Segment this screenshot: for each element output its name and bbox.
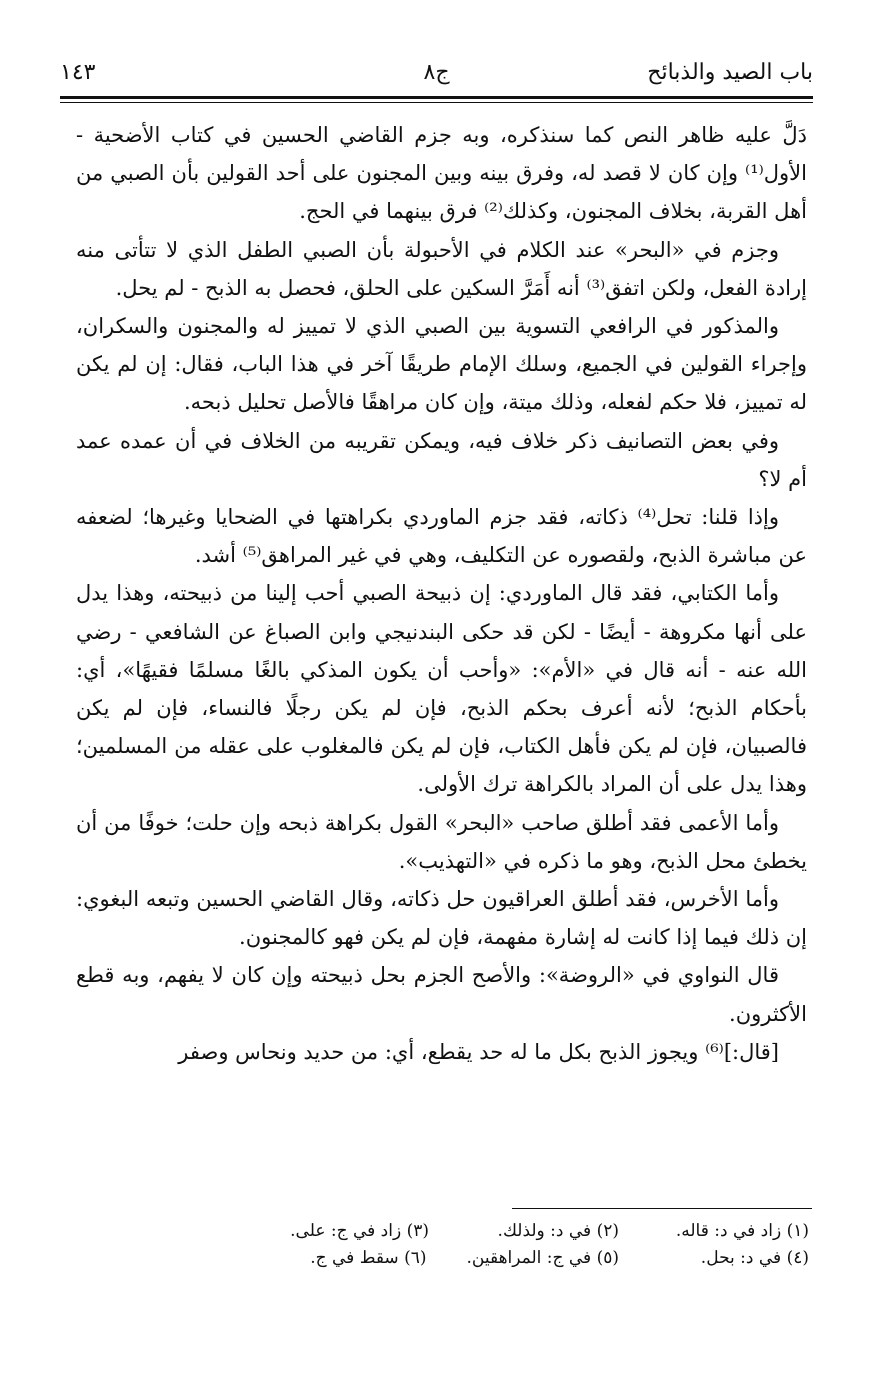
footnotes <box>169 1218 809 1272</box>
volume-label: ج٨ <box>423 60 450 85</box>
footnote-row <box>169 1218 809 1245</box>
footnote-row <box>169 1245 809 1272</box>
paragraph: [قال:]⁽⁶⁾ ويجوز الذبح بكل ما له حد يقطع، أي: من حديد ونحاس وصفر <box>178 1039 779 1064</box>
paragraph: وأما الأخرس، فقد أطلق العراقيون حل ذكاته، وقال القاضي الحسين وتبعه البغوي: إن ذلك فيما إذا كانت له إشارة مفهمة، فإن لم يكن فهو كالمجنون. <box>76 887 807 950</box>
header-rule-thin <box>60 102 813 103</box>
paragraph: وجزم في «البحر» عند الكلام في الأحبولة بأن الصبي الطفل الذي لا تتأتى منه إرادة الفعل، ولكن اتفق⁽³⁾ أنه أَمَرَّ السكين على الحلق، فحصل به الذبح - لم يحل. <box>76 237 807 300</box>
footnote: (٦) سقط في ج. <box>310 1248 427 1268</box>
paragraph: دَلَّ عليه ظاهر النص كما سنذكره، وبه جزم القاضي الحسين في كتاب الأضحية - الأول⁽¹⁾ وإن كان لا قصد له، وفرق بينه وبين المجنون على أحد القولين بأن الصبي من أهل القربة، بخلاف المجنون، وكذلك⁽²⁾ فرق بينهما في الحج. <box>76 123 807 224</box>
footnote: (٥) في ج: المراهقين. <box>466 1248 619 1268</box>
paragraph: وفي بعض التصانيف ذكر خلاف فيه، ويمكن تقريبه من الخلاف في أن عمده عمد أم لا؟ <box>76 428 807 491</box>
footnote-separator <box>512 1208 812 1209</box>
footnote: (١) زاد في د: قاله. <box>675 1221 809 1241</box>
chapter-title: باب الصيد والذبائح <box>647 60 813 85</box>
page-number: ١٤٣ <box>60 60 96 85</box>
page-header <box>60 56 813 96</box>
header-rule-thick <box>60 96 813 99</box>
footnote: (٢) في د: ولذلك. <box>497 1221 619 1241</box>
paragraph: وإذا قلنا: تحل⁽⁴⁾ ذكاته، فقد جزم الماوردي بكراهتها في الضحايا وغيرها؛ لضعفه عن مباشرة الذبح، ولقصوره عن التكليف، وهي في غير المراهق⁽⁵⁾ أشد. <box>76 505 807 568</box>
paragraph: وأما الأعمى فقد أطلق صاحب «البحر» القول بكراهة ذبحه وإن حلت؛ خوفًا من أن يخطئ محل الذبح، وهو ما ذكره في «التهذيب». <box>76 810 807 873</box>
footnote: (٤) في د: بحل. <box>700 1248 809 1268</box>
paragraph: قال النواوي في «الروضة»: والأصح الجزم بحل ذبيحته وإن كان لا يفهم، وبه قطع الأكثرون. <box>76 963 807 1026</box>
body-text <box>76 116 807 1071</box>
footnote: (٣) زاد في ج: على. <box>290 1221 429 1241</box>
paragraph: وأما الكتابي، فقد قال الماوردي: إن ذبيحة الصبي أحب إلينا من ذبيحته، وهذا يدل على أنها مكروهة - أيضًا - لكن قد حكى البندنيجي وابن الصباغ عن الشافعي - رضي الله عنه - أنه قال في «الأم»: «وأحب أن يكون المذكي بالغًا مسلمًا فقيهًا»، أي: بأحكام الذبح؛ لأنه أعرف بحكم الذبح، فإن لم يكن رجلًا فالنساء، فإن لم يكن فالصبيان، فإن لم يكن فأهل الكتاب، فإن لم يكن فالمغلوب على عقله من المسلمين؛ وهذا يدل على أن المراد بالكراهة ترك الأولى. <box>76 581 807 797</box>
paragraph: والمذكور في الرافعي التسوية بين الصبي الذي لا تمييز له والمجنون والسكران، وإجراء القولين في الجميع، وسلك الإمام طريقًا آخر في هذا الباب، فقال: إن لم يكن له تمييز، فلا حكم لفعله، وذلك ميتة، وإن كان مراهقًا فالأصل تحليل ذبحه. <box>76 314 807 415</box>
